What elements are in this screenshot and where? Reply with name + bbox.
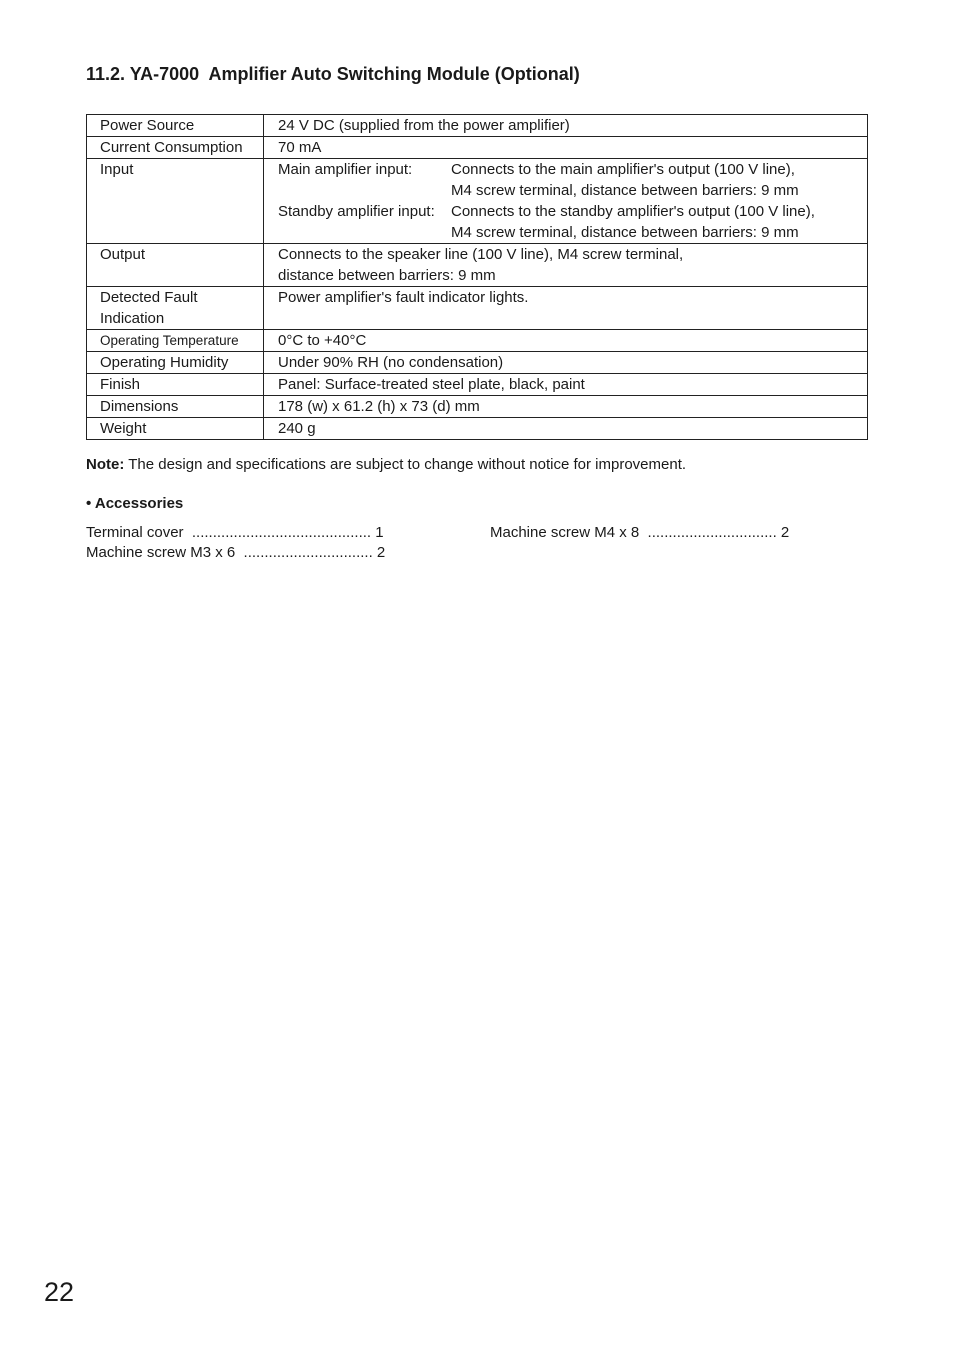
spec-label: Output bbox=[87, 244, 264, 287]
note-paragraph bbox=[86, 456, 686, 473]
spec-value: 24 V DC (supplied from the power amplifier) bbox=[264, 115, 868, 137]
spec-value: 0°C to +40°C bbox=[264, 330, 868, 352]
spec-value bbox=[264, 244, 868, 287]
table-row bbox=[87, 159, 868, 244]
table-row bbox=[87, 115, 868, 137]
spec-label: Operating Humidity bbox=[87, 352, 264, 374]
table-row bbox=[87, 137, 868, 159]
note-label: Note: bbox=[86, 456, 125, 473]
table-row bbox=[87, 330, 868, 352]
main-input-row bbox=[278, 159, 859, 201]
table-row bbox=[87, 287, 868, 330]
main-input-line: Connects to the main amplifier's output (100 V line), bbox=[451, 161, 795, 178]
fault-label-line: Detected Fault bbox=[100, 289, 198, 306]
table-row bbox=[87, 396, 868, 418]
standby-input-row bbox=[278, 201, 859, 243]
table-row bbox=[87, 418, 868, 440]
spec-label: Input bbox=[87, 159, 264, 244]
page-number: 22 bbox=[44, 1277, 75, 1307]
standby-input-label: Standby amplifier input: bbox=[278, 203, 435, 220]
table-row bbox=[87, 244, 868, 287]
spec-value: Power amplifier's fault indicator lights. bbox=[264, 287, 868, 330]
spec-label bbox=[87, 287, 264, 330]
table-row bbox=[87, 352, 868, 374]
specifications-table bbox=[86, 114, 868, 440]
accessories-heading: • Accessories bbox=[86, 495, 184, 512]
spec-label: Current Consumption bbox=[87, 137, 264, 159]
spec-value: Under 90% RH (no condensation) bbox=[264, 352, 868, 374]
spec-value: 70 mA bbox=[264, 137, 868, 159]
main-input-line: M4 screw terminal, distance between barriers: 9 mm bbox=[451, 182, 799, 199]
list-item: Machine screw M4 x 8 ............................... 2 bbox=[490, 524, 790, 541]
table-row bbox=[87, 374, 868, 396]
output-line: Connects to the speaker line (100 V line), M4 screw terminal, bbox=[278, 246, 684, 263]
standby-input-text bbox=[451, 201, 859, 243]
fault-label-line: Indication bbox=[100, 310, 165, 327]
main-input-label: Main amplifier input: bbox=[278, 161, 413, 178]
list-item: Terminal cover ........................................... 1 bbox=[86, 524, 384, 541]
note-text: The design and specifications are subject to change without notice for improvement. bbox=[124, 456, 687, 473]
list-item: Machine screw M3 x 6 ............................... 2 bbox=[86, 544, 386, 561]
standby-input-line: M4 screw terminal, distance between barriers: 9 mm bbox=[451, 224, 799, 241]
section-title: 11.2. YA-7000 Amplifier Auto Switching Module (Optional) bbox=[86, 64, 580, 84]
spec-label: Weight bbox=[87, 418, 264, 440]
spec-value: 178 (w) x 61.2 (h) x 73 (d) mm bbox=[264, 396, 868, 418]
spec-label: Operating Temperature bbox=[87, 330, 264, 352]
standby-input-line: Connects to the standby amplifier's output (100 V line), bbox=[451, 203, 815, 220]
spec-label: Finish bbox=[87, 374, 264, 396]
output-line: distance between barriers: 9 mm bbox=[278, 267, 496, 284]
spec-value: 240 g bbox=[264, 418, 868, 440]
spec-label: Power Source bbox=[87, 115, 264, 137]
main-input-text bbox=[451, 159, 859, 201]
spec-value: Panel: Surface-treated steel plate, black, paint bbox=[264, 374, 868, 396]
spec-label: Dimensions bbox=[87, 396, 264, 418]
spec-value bbox=[264, 159, 868, 244]
